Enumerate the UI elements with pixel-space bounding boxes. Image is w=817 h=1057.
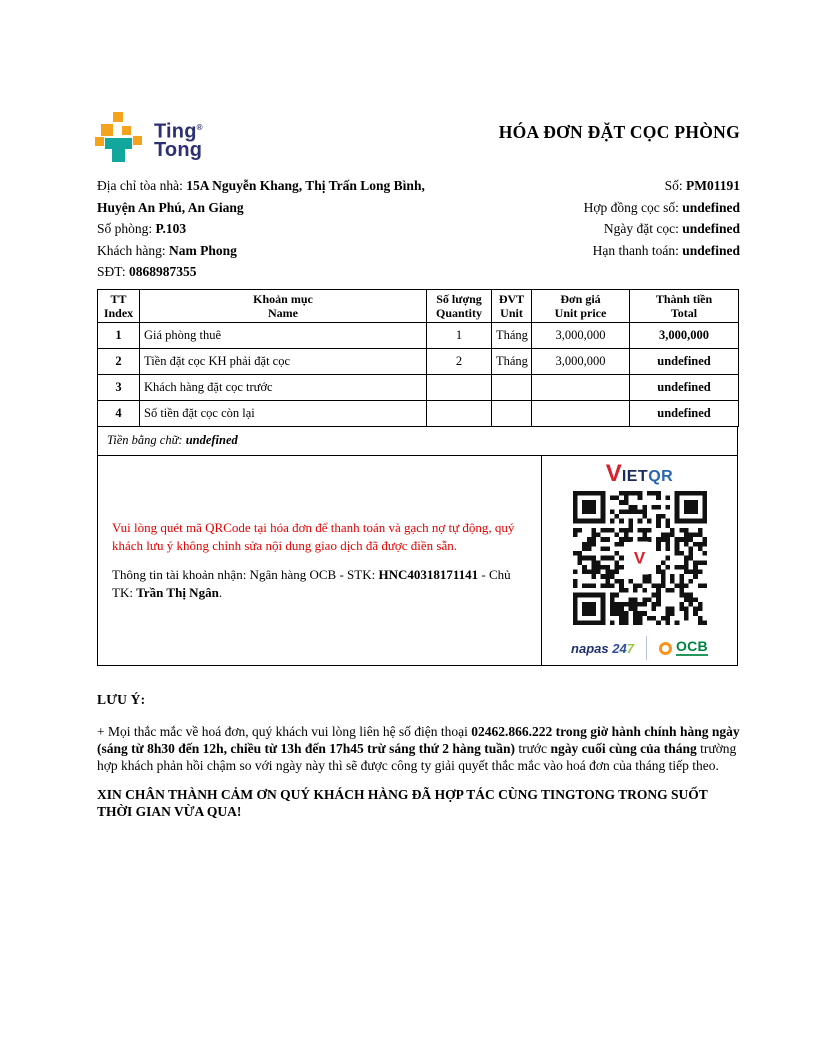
napas-wordmark: napas <box>571 640 613 656</box>
account-text: . <box>218 585 223 600</box>
cell-quantity: 1 <box>427 323 492 349</box>
note-heading: LƯU Ý: <box>97 692 146 707</box>
invoice-number-value: PM01191 <box>686 178 740 193</box>
cell-name: Giá phòng thuê <box>140 323 427 349</box>
cell-unit: Tháng <box>492 349 532 375</box>
logo-line2: Tong <box>154 138 203 161</box>
deposit-contract-value: undefined <box>682 199 740 215</box>
cell-total: undefined <box>630 401 739 427</box>
page-title: HÓA ĐƠN ĐẶT CỌC PHÒNG <box>498 122 740 142</box>
cell-unit-price: 3,000,000 <box>532 349 630 375</box>
vietqr-code <box>573 491 707 625</box>
amount-in-words-value: undefined <box>185 433 238 447</box>
invoice-info <box>97 175 740 283</box>
col-header-unit-price: Đơn giá Unit price <box>532 290 630 323</box>
phone-value: 0868987355 <box>128 264 197 279</box>
col-header-index: TT Index <box>98 290 140 323</box>
phone-line <box>97 261 453 283</box>
amount-in-words-label: Tiền bằng chữ: <box>107 433 186 447</box>
line-items-table <box>97 289 739 427</box>
cell-unit <box>492 401 532 427</box>
napas-247-logo <box>571 641 634 656</box>
invoice-body <box>97 289 738 666</box>
cell-unit-price <box>532 401 630 427</box>
cell-unit-price: 3,000,000 <box>532 323 630 349</box>
ocb-tagline <box>676 654 708 656</box>
payment-qr-section <box>97 455 738 666</box>
deposit-date-label: Ngày đặt cọc: <box>603 221 683 236</box>
vietqr-logo-iet: IET <box>621 468 649 485</box>
vietqr-center-icon: V <box>627 544 652 573</box>
vietqr-logo-qr: QR <box>648 468 674 485</box>
cell-unit-price <box>532 375 630 401</box>
payment-due-value: undefined <box>682 242 740 258</box>
customer-info <box>97 175 453 283</box>
thank-you-message: XIN CHÂN THÀNH CẢM ƠN QUÝ KHÁCH HÀNG ĐÃ HỢP TÁC CÙNG TINGTONG TRONG SUỐT THỜI GIAN VỪA QUA! <box>97 787 708 819</box>
note-paragraph <box>97 723 743 774</box>
table-row <box>98 401 739 427</box>
col-header-unit: ĐVT Unit <box>492 290 532 323</box>
col-header-name: Khoản mục Name <box>140 290 427 323</box>
building-address-label: Địa chỉ tòa nhà: <box>97 178 187 193</box>
invoice-number-label: Số: <box>664 178 686 193</box>
note-text: trước <box>514 741 551 756</box>
cell-unit <box>492 375 532 401</box>
payment-due-line <box>465 240 740 262</box>
account-text: Thông tin tài khoản nhận: Ngân hàng OCB - STK: <box>112 567 379 582</box>
table-header-row <box>98 290 739 323</box>
note-text: trường hợp khách phản hồi chậm so với ngày này thì sẽ được công ty giải quyết thắc mắc vào hoá đơn của tháng tiếp theo. <box>97 741 737 773</box>
receiving-account-info <box>112 566 527 602</box>
building-address-line <box>97 175 453 218</box>
ocb-wordmark: OCB <box>675 638 708 654</box>
account-number: HNC40318171141 <box>378 567 479 582</box>
payment-instructions <box>98 456 542 665</box>
customer-name-line <box>97 240 453 262</box>
payment-due-label: Hạn thanh toán: <box>592 242 683 258</box>
room-number-value: P.103 <box>155 221 187 236</box>
note-hotline: 02462.866.222 trong giờ hành chính hàng ngày (sáng từ 8h30 đến 12h, chiều từ 13h đến 17h45 trừ sáng thứ 2 hàng tuần) <box>97 724 740 756</box>
tingtong-logo-icon <box>95 112 143 163</box>
cell-name: Số tiền đặt cọc còn lại <box>140 401 427 427</box>
amount-in-words-row <box>97 426 738 456</box>
deposit-contract-line <box>465 197 740 219</box>
cell-quantity <box>427 375 492 401</box>
col-header-total: Thành tiền Total <box>630 290 739 323</box>
customer-name-label: Khách hàng: <box>97 242 169 258</box>
account-text: - Chủ TK: <box>112 567 511 600</box>
payment-networks <box>571 636 708 660</box>
table-row <box>98 349 739 375</box>
registered-mark: ® <box>196 123 203 132</box>
tingtong-logo <box>95 112 203 163</box>
account-holder: Trần Thị Ngân <box>136 585 219 600</box>
deposit-date-value: undefined <box>682 221 740 236</box>
cell-unit: Tháng <box>492 323 532 349</box>
logo-divider <box>646 636 647 660</box>
napas-7: 7 <box>626 640 634 656</box>
napas-24: 24 <box>612 640 627 656</box>
cell-quantity <box>427 401 492 427</box>
cell-total: undefined <box>630 349 739 375</box>
vietqr-logo <box>605 460 674 488</box>
cell-total: 3,000,000 <box>630 323 739 349</box>
cell-index: 4 <box>98 401 140 427</box>
invoice-footer <box>97 691 743 820</box>
table-row <box>98 375 739 401</box>
cell-name: Khách hàng đặt cọc trước <box>140 375 427 401</box>
tingtong-logo-text <box>154 112 203 159</box>
table-row <box>98 323 739 349</box>
ocb-ring-icon <box>659 642 672 655</box>
invoice-meta <box>465 175 740 283</box>
note-text: + Mọi thắc mắc về hoá đơn, quý khách vui lòng liên hệ số điện thoại <box>97 724 472 739</box>
logo-line1: Ting <box>154 120 197 143</box>
cell-index: 3 <box>98 375 140 401</box>
room-number-line <box>97 218 453 240</box>
deposit-contract-label: Hợp đồng cọc số: <box>583 199 683 215</box>
phone-label: SĐT: <box>97 264 129 279</box>
room-number-label: Số phòng: <box>97 221 156 236</box>
deposit-date-line <box>465 218 740 240</box>
building-address-value: 15A Nguyễn Khang, Thị Trấn Long Bình, Huyện An Phú, An Giang <box>97 178 425 215</box>
cell-total: undefined <box>630 375 739 401</box>
ocb-logo <box>659 640 708 656</box>
invoice-number-line <box>465 175 740 197</box>
col-header-quantity: Số lượng Quantity <box>427 290 492 323</box>
customer-name-value: Nam Phong <box>168 242 237 258</box>
vietqr-panel <box>542 456 737 665</box>
vietqr-logo-v: V <box>605 460 622 487</box>
note-deadline: ngày cuối cùng của tháng <box>550 741 697 756</box>
cell-name: Tiền đặt cọc KH phải đặt cọc <box>140 349 427 375</box>
cell-index: 2 <box>98 349 140 375</box>
qr-payment-notice: Vui lòng quét mã QRCode tại hóa đơn để thanh toán và gạch nợ tự động, quý khách lưu ý không chỉnh sửa nội dung giao dịch đã được điền sẵn. <box>112 520 515 553</box>
cell-index: 1 <box>98 323 140 349</box>
cell-quantity: 2 <box>427 349 492 375</box>
